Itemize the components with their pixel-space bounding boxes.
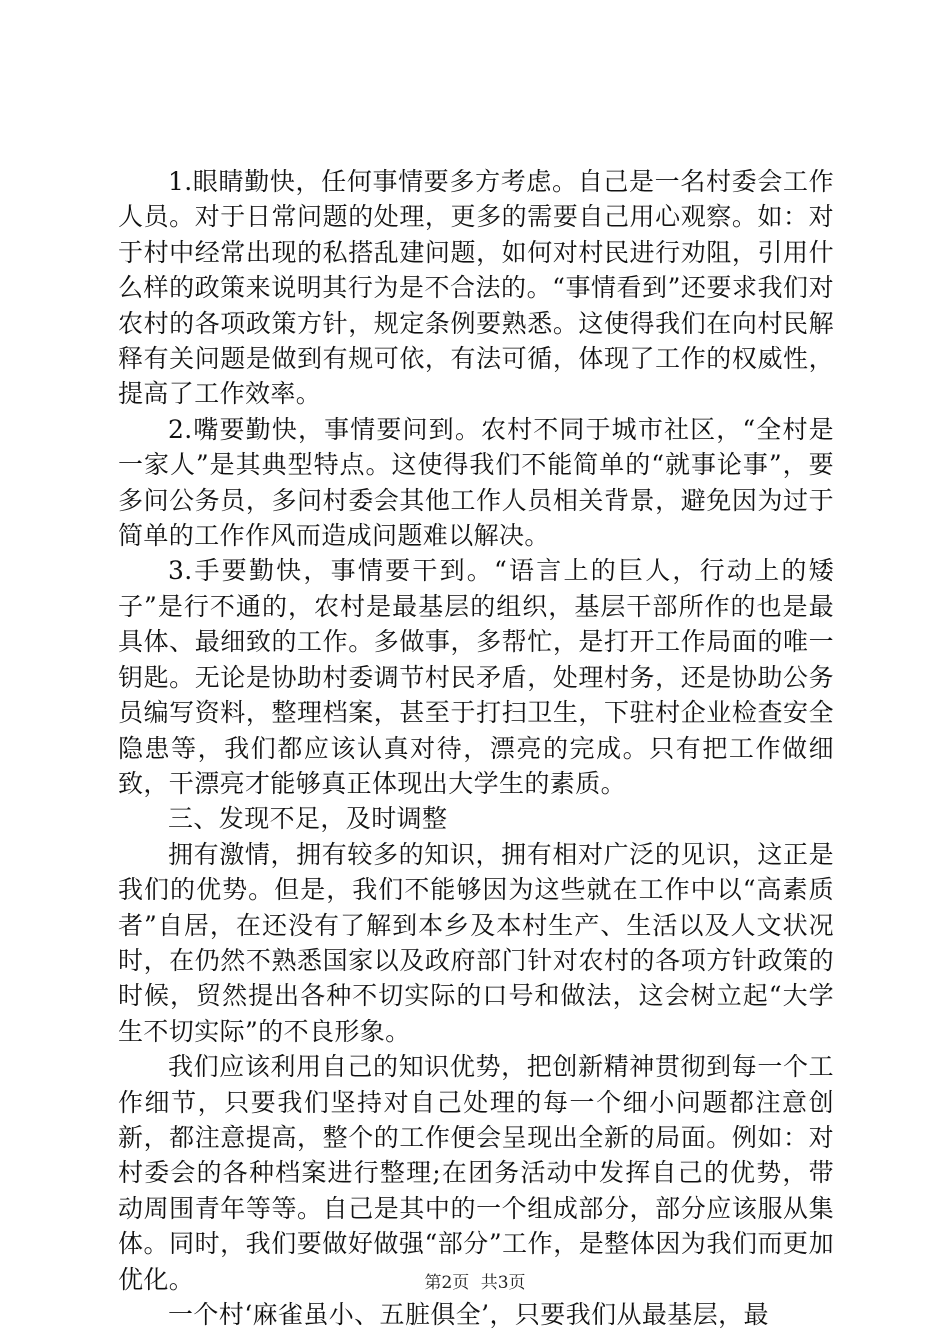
paragraph-passion-knowledge: 拥有激情，拥有较多的知识，拥有相对广泛的见识，这正是我们的优势。但是，我们不能够因为这些就在工作中以“高素质者”自居，在还没有了解到本乡及本村生产、生活以及人文状况时，在仍然不熟悉国家以及政府部门针对农村的各项方针政策的时候，贸然提出各种不切实际的口号和做法，这会树立起“大学生不切实际”的不良形象。 [118, 839, 834, 1046]
paragraph-hands-diligent: 3.手要勤快，事情要干到。“语言上的巨人，行动上的矮子”是行不通的，农村是最基层的组织，基层干部所作的也是最具体、最细致的工作。多做事，多帮忙，是打开工作局面的唯一钥匙。无论是协助村委调节村民矛盾，处理村务，还是协助公务员编写资料，整理档案，甚至于打扫卫生，下驻村企业检查安全隐患等，我们都应该认真对待，漂亮的完成。只有把工作做细致，干漂亮才能够真正体现出大学生的素质。 [118, 556, 834, 798]
paragraph-innovation: 我们应该利用自己的知识优势，把创新精神贯彻到每一个工作细节，只要我们坚持对自己处理的每一个细小问题都注意创新，都注意提高，整个的工作便会呈现出全新的局面。例如：对村委会的各种档案进行整理;在团务活动中发挥自己的优势，带动周围青年等等。自己是其中的一个组成部分，部分应该服从集体。同时，我们要做好做强“部分”工作，是整体因为我们而更加优化。 [118, 1052, 834, 1294]
paragraph-eyes-diligent: 1.眼睛勤快，任何事情要多方考虑。自己是一名村委会工作人员。对于日常问题的处理，更多的需要自己用心观察。如：对于村中经常出现的私搭乱建问题，如何对村民进行劝阻，引用什么样的政策来说明其行为是不合法的。“事情看到”还要求我们对农村的各项政策方针，规定条例要熟悉。这使得我们在向村民解释有关问题是做到有规可依，有法可循，体现了工作的权威性，提高了工作效率。 [118, 167, 834, 409]
document-body [118, 164, 834, 1332]
section-heading-find-shortcomings: 三、发现不足，及时调整 [168, 804, 448, 834]
page-footer [0, 1268, 950, 1293]
paragraph-mouth-diligent: 2.嘴要勤快，事情要问到。农村不同于城市社区，“全村是一家人”是其典型特点。这使得我们不能简单的“就事论事”，要多问公务员，多问村委会其他工作人员相关背景，避免因为过于简单的工作作风而造成问题难以解决。 [118, 414, 834, 551]
paragraph-village: 一个村‘麻雀虽小、五脏俱全’，只要我们从最基层，最 [168, 1300, 769, 1329]
page-number-current: 第2页 [424, 1273, 470, 1293]
page-number-total: 共3页 [480, 1273, 526, 1293]
